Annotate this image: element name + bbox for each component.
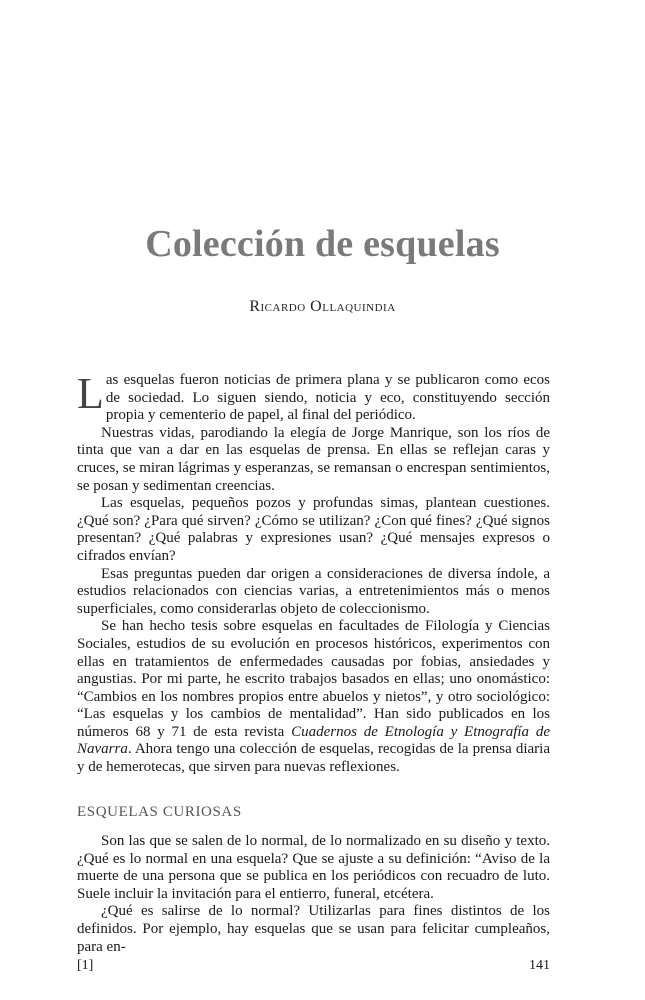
intro-paragraph-3: Las esquelas, pequeños pozos y profundas simas, plantean cuestiones. ¿Qué son? ¿Para qué sirven? ¿Cómo se utilizan? ¿Con qué fines? ¿Qué signos presentan? ¿Qué palabras y expresiones usan? ¿Qué mensajes expresos o cifrados envían?: [77, 495, 550, 564]
section-body: [77, 833, 550, 956]
section-paragraph-1: Son las que se salen de lo normal, de lo normalizado en su diseño y texto. ¿Qué es lo normal en una esquela? Que se ajuste a su definición: “Aviso de la muerte de una persona que se publica en los periódicos con recuadro de luto. Suele incluir la invitación para el entierro, funeral, etcétera.: [77, 833, 550, 902]
intro-paragraph-1: Las esquelas fueron noticias de primera plana y se publicaron como ecos de sociedad. Lo siguen siendo, noticia y eco, constituyendo sección propia y cementerio de papel, al final del periódico.: [77, 369, 550, 424]
intro-paragraph-4: Esas preguntas pueden dar origen a consideraciones de diversa índole, a estudios relacionados con ciencias varias, a entretenimientos más o menos superficiales, como considerarlas objeto de coleccionismo.: [77, 565, 550, 617]
intro-section: [77, 369, 551, 777]
drop-cap: L: [77, 369, 104, 418]
intro-paragraph-5: Se han hecho tesis sobre esquelas en facultades de Filología y Ciencias Sociales, estudios de su evolución en procesos históricos, experimentos con ellas en tratamientos de enfermedades causadas por fobias, ansiedades y angustias. Por mi parte, he escrito trabajos basados en ellas; uno onomástico: “Cambios en los nombres propios entre abuelos y nietos”, y otro sociológico: “Las esquelas y los cambios de mentalidad”. Han sido publicados en los números 68 y 71 de esta revista Cuadernos de Etnología y Etnografía de Navarra. Ahora tengo una colección de esquelas, recogidas de la prensa diaria y de hemerotecas, que sirven para nuevas reflexiones.: [77, 618, 551, 776]
journal-title: Cuadernos de Etnología y Etnografía de Navarra: [77, 723, 551, 758]
section-heading: ESQUELAS CURIOSAS: [77, 804, 242, 820]
footnote-marker: [1]: [77, 958, 94, 973]
article-title: Colección de esquelas: [145, 223, 500, 265]
intro-paragraph-2: Nuestras vidas, parodiando la elegía de Jorge Manrique, son los ríos de tinta que van a dar en las esquelas de prensa. En ellas se reflejan caras y cruces, se miran lágrimas y esperanzas, se remansan o encrespan sentimientos, se posan y sedimentan creencias.: [77, 424, 550, 494]
author-name: Ricardo Ollaquindia: [249, 298, 396, 315]
section-paragraph-2: ¿Qué es salirse de lo normal? Utilizarlas para fines distintos de los definidos. Por ejemplo, hay esquelas que se usan para felicitar cumpleaños, para en-: [77, 903, 550, 955]
page-number: 141: [529, 958, 550, 973]
